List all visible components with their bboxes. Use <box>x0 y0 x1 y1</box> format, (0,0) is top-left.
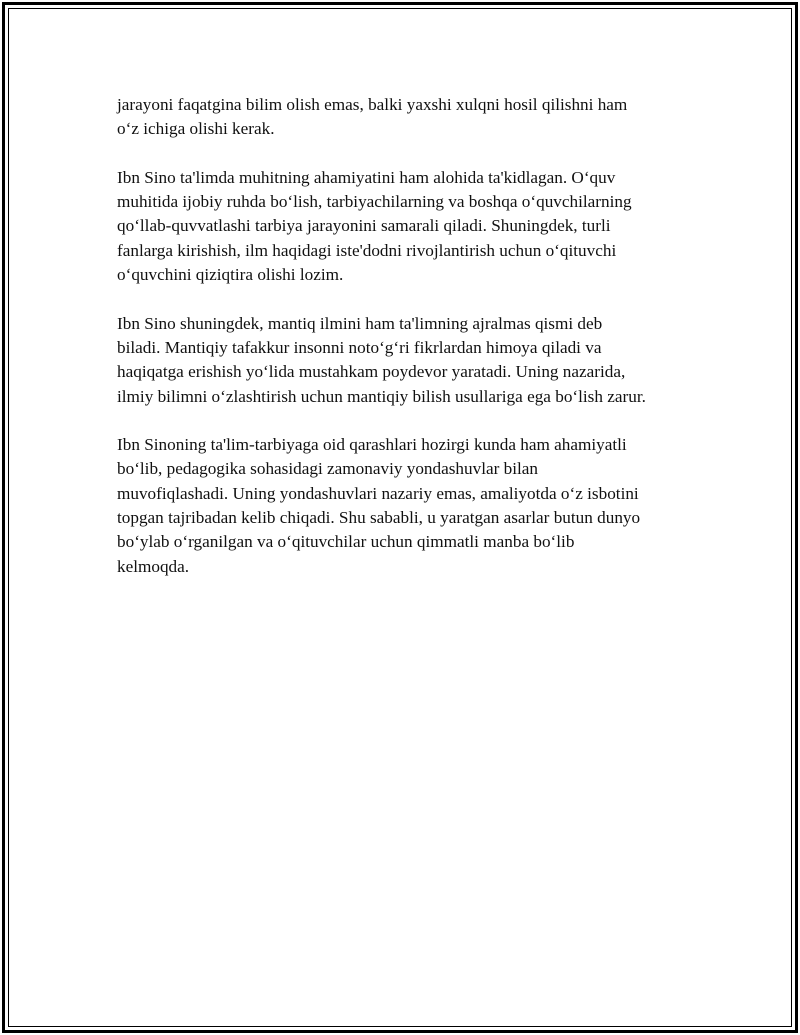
paragraph-4 <box>117 433 697 579</box>
document-body <box>117 93 697 603</box>
paragraph-3 <box>117 312 697 409</box>
paragraph-1 <box>117 93 697 142</box>
text-line: qo‘llab-quvvatlashi tarbiya jarayonini samarali qiladi. Shuningdek, turli <box>117 216 611 236</box>
text-line: jarayoni faqatgina bilim olish emas, balki yaxshi xulqni hosil qilishni ham <box>117 95 628 114</box>
text-line: kelmoqda. <box>117 556 190 576</box>
text-line: Ibn Sino ta'limda muhitning ahamiyatini ham alohida ta'kidlagan. O‘quv <box>117 167 616 187</box>
text-line: Ibn Sinoning ta'lim-tarbiyaga oid qarashlari hozirgi kunda ham ahamiyatli <box>117 435 627 455</box>
text-line: Ibn Sino shuningdek, mantiq ilmini ham ta'limning ajralmas qismi deb <box>117 313 603 333</box>
text-line: bo‘ylab o‘rganilgan va o‘qituvchilar uchun qimmatli manba bo‘lib <box>117 532 575 552</box>
text-line: o‘z ichiga olishi kerak. <box>117 119 275 139</box>
text-line: ilmiy bilimni o‘zlashtirish uchun mantiqiy bilish usullariga ega bo‘lish zarur. <box>117 386 646 406</box>
text-line: muvofiqlashadi. Uning yondashuvlari nazariy emas, amaliyotda o‘z isbotini <box>117 483 639 503</box>
text-line: muhitida ijobiy ruhda bo‘lish, tarbiyachilarning va boshqa o‘quvchilarning <box>117 192 632 212</box>
text-line: bo‘lib, pedagogika sohasidagi zamonaviy yondashuvlar bilan <box>117 459 538 479</box>
text-line: biladi. Mantiqiy tafakkur insonni noto‘g‘ri fikrlardan himoya qiladi va <box>117 337 602 357</box>
text-line: haqiqatga erishish yo‘lida mustahkam poydevor yaratadi. Uning nazarida, <box>117 362 626 382</box>
paragraph-2 <box>117 166 697 287</box>
text-line: o‘quvchini qiziqtira olishi lozim. <box>117 265 344 285</box>
text-line: topgan tajribadan kelib chiqadi. Shu sababli, u yaratgan asarlar butun dunyo <box>117 508 641 528</box>
text-line: fanlarga kirishish, ilm haqidagi iste'dodni rivojlantirish uchun o‘qituvchi <box>117 240 617 260</box>
